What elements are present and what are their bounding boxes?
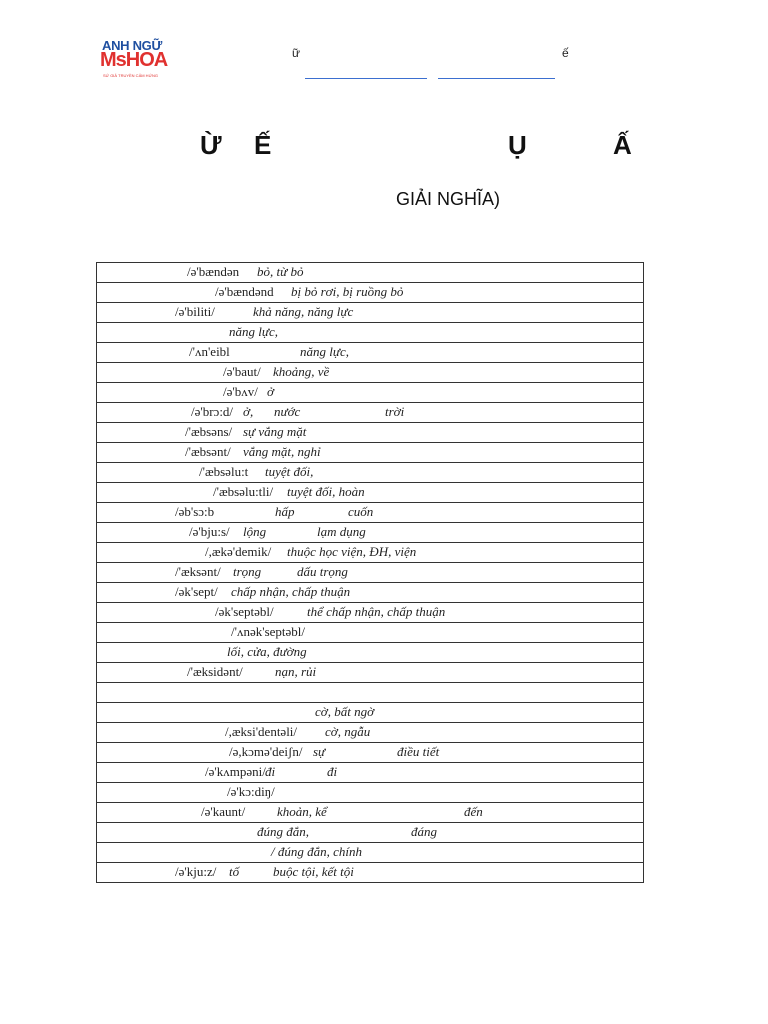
- table-row: [97, 463, 644, 483]
- definition-text: đi: [265, 764, 276, 779]
- table-cell: [97, 683, 644, 703]
- definition-text: thuộc học viện, ĐH, viện: [287, 544, 417, 559]
- table-cell: [97, 403, 644, 423]
- table-row: [97, 743, 644, 763]
- definition-text: khoản, kể: [277, 804, 327, 819]
- phonetic-text: /,ækə'demik/: [205, 544, 272, 559]
- table-row: [97, 683, 644, 703]
- table-cell: [97, 803, 644, 823]
- table-cell: [97, 303, 644, 323]
- definition-text: tuyệt đối,: [265, 464, 314, 479]
- table-cell: [97, 483, 644, 503]
- table-cell: [97, 703, 644, 723]
- title-char-2: Ế: [254, 130, 272, 160]
- table-cell: [97, 583, 644, 603]
- definition-text: thể chấp nhận, chấp thuận: [307, 604, 446, 619]
- table-row: [97, 523, 644, 543]
- table-row: [97, 803, 644, 823]
- table-row: [97, 583, 644, 603]
- phonetic-text: /ək'septəbl/: [215, 604, 274, 619]
- table-cell: [97, 323, 644, 343]
- table-row: [97, 763, 644, 783]
- header-underline-left: [305, 78, 427, 79]
- table-cell: [97, 823, 644, 843]
- table-cell: [97, 423, 644, 443]
- definition-text: ở,: [243, 404, 254, 419]
- definition-text: lộng: [243, 524, 267, 539]
- table-row: [97, 423, 644, 443]
- phonetic-text: /'æksənt/: [175, 564, 221, 579]
- definition-text: đến: [464, 804, 483, 819]
- definition-text: lạm dụng: [317, 524, 366, 539]
- definition-text: cuốn: [348, 504, 374, 519]
- table-row: [97, 263, 644, 283]
- title-char-4: Ấ: [613, 130, 632, 160]
- table-cell: [97, 503, 644, 523]
- table-cell: [97, 363, 644, 383]
- phonetic-text: /ə'bændənd: [215, 284, 274, 299]
- definition-text: trời: [385, 404, 405, 419]
- logo-line-1: ANH NGỮ: [102, 38, 162, 53]
- page-subtitle: GIẢI NGHĨA): [396, 189, 501, 209]
- phonetic-text: /'æbsəlu:t: [199, 464, 249, 479]
- definition-text: khả năng, năng lực: [253, 304, 354, 319]
- table-row: [97, 663, 644, 683]
- definition-text: sự: [313, 744, 326, 759]
- table-cell: [97, 523, 644, 543]
- table-cell: [97, 463, 644, 483]
- phonetic-text: /ə'bju:s/: [189, 524, 230, 539]
- table-cell: [97, 623, 644, 643]
- table-cell: [97, 563, 644, 583]
- phonetic-text: /'æksidənt/: [187, 664, 243, 679]
- definition-text: cờ, ngẫu: [325, 724, 371, 739]
- definition-text: buộc tội, kết tội: [273, 864, 354, 879]
- table-cell: [97, 743, 644, 763]
- table-row: [97, 343, 644, 363]
- table-row: [97, 563, 644, 583]
- header-left-text: ữ: [292, 46, 301, 60]
- logo-line-2: MsHOA: [100, 49, 168, 71]
- definition-text: tuyệt đối, hoàn: [287, 484, 365, 499]
- table-row: [97, 603, 644, 623]
- table-cell: [97, 643, 644, 663]
- table-row: [97, 543, 644, 563]
- phonetic-text: /,æksi'dentəli/: [225, 724, 298, 739]
- table-row: [97, 723, 644, 743]
- definition-text: đáng: [411, 824, 437, 839]
- definition-text: điều tiết: [397, 744, 440, 759]
- table-cell: [97, 283, 644, 303]
- definition-text: bị bỏ rơi, bị ruồng bỏ: [291, 284, 404, 299]
- title-char-1: Ừ: [200, 130, 222, 160]
- definition-text: cờ, bất ngờ: [315, 704, 375, 719]
- phonetic-text: /ək'sept/: [175, 584, 218, 599]
- table-cell: [97, 863, 644, 883]
- definition-text: vắng mặt, nghỉ: [243, 444, 321, 459]
- phonetic-text: /ə'bʌv/: [223, 384, 258, 399]
- table-row: [97, 283, 644, 303]
- table-cell: [97, 763, 644, 783]
- table-row: [97, 403, 644, 423]
- table-row: [97, 863, 644, 883]
- table-row: [97, 623, 644, 643]
- table-row: [97, 823, 644, 843]
- table-row: [97, 643, 644, 663]
- phonetic-text: /'ʌnək'septəbl/: [231, 624, 306, 639]
- logo: [100, 38, 174, 84]
- table-cell: [97, 443, 644, 463]
- table-row: [97, 503, 644, 523]
- table-cell: [97, 843, 644, 863]
- definition-text: ở: [267, 384, 274, 399]
- phonetic-text: /'æbsəlu:tli/: [213, 484, 274, 499]
- phonetic-text: /ə'kaunt/: [201, 804, 246, 819]
- table-row: [97, 443, 644, 463]
- table-cell: [97, 263, 644, 283]
- title-char-3: Ụ: [508, 130, 527, 160]
- definition-text: nước: [274, 404, 301, 419]
- definition-text: tố: [229, 864, 240, 879]
- definition-text: lối, cửa, đường: [227, 644, 307, 659]
- table-cell: [97, 663, 644, 683]
- phonetic-text: /ə'baut/: [223, 364, 261, 379]
- table-cell: [97, 723, 644, 743]
- definition-text: nạn, rủi: [275, 664, 317, 679]
- header-right-text: ế: [562, 46, 569, 60]
- definition-text: khoảng, về: [273, 364, 330, 379]
- definition-text: dấu trọng: [297, 564, 348, 579]
- phonetic-text: /ə'kɔ:diŋ/: [227, 784, 275, 799]
- phonetic-text: /ə'bændən: [187, 264, 240, 279]
- definition-text: trọng: [233, 564, 262, 579]
- table-row: [97, 703, 644, 723]
- header-underline-right: [438, 78, 555, 79]
- table-row: [97, 323, 644, 343]
- definition-text: hấp: [275, 504, 295, 519]
- phonetic-text: /əb'sɔ:b: [175, 504, 215, 519]
- definition-text: đúng đắn,: [257, 824, 309, 839]
- vocabulary-table: [96, 262, 644, 883]
- table-row: [97, 383, 644, 403]
- table-row: [97, 843, 644, 863]
- table-cell: [97, 543, 644, 563]
- phonetic-text: /ə'kju:z/: [175, 864, 217, 879]
- phonetic-text: /ə'brɔ:d/: [191, 404, 234, 419]
- phonetic-text: /'æbsəns/: [185, 424, 233, 439]
- phonetic-text: /ə,kɔmə'deiʃn/: [229, 744, 303, 759]
- table-row: [97, 483, 644, 503]
- definition-text: chấp nhận, chấp thuận: [231, 584, 351, 599]
- logo-tagline: SỨ GIẢ TRUYỀN CẢM HỨNG: [103, 73, 158, 78]
- definition-text: năng lực,: [300, 344, 349, 359]
- table-row: [97, 363, 644, 383]
- phonetic-text: /ə'kʌmpəni/: [205, 764, 266, 779]
- table-row: [97, 783, 644, 803]
- table-cell: [97, 783, 644, 803]
- table-row: [97, 303, 644, 323]
- phonetic-text: /ə'biliti/: [175, 304, 215, 319]
- definition-text: năng lực,: [229, 324, 278, 339]
- definition-text: bỏ, từ bỏ: [257, 264, 304, 279]
- table-cell: [97, 383, 644, 403]
- definition-text: đi: [327, 764, 338, 779]
- table-cell: [97, 603, 644, 623]
- definition-text: sự vắng mặt: [243, 424, 307, 439]
- table-cell: [97, 343, 644, 363]
- phonetic-text: /'ʌn'eibl: [189, 344, 230, 359]
- phonetic-text: /'æbsənt/: [185, 444, 231, 459]
- definition-text: / đúng đắn, chính: [271, 844, 362, 859]
